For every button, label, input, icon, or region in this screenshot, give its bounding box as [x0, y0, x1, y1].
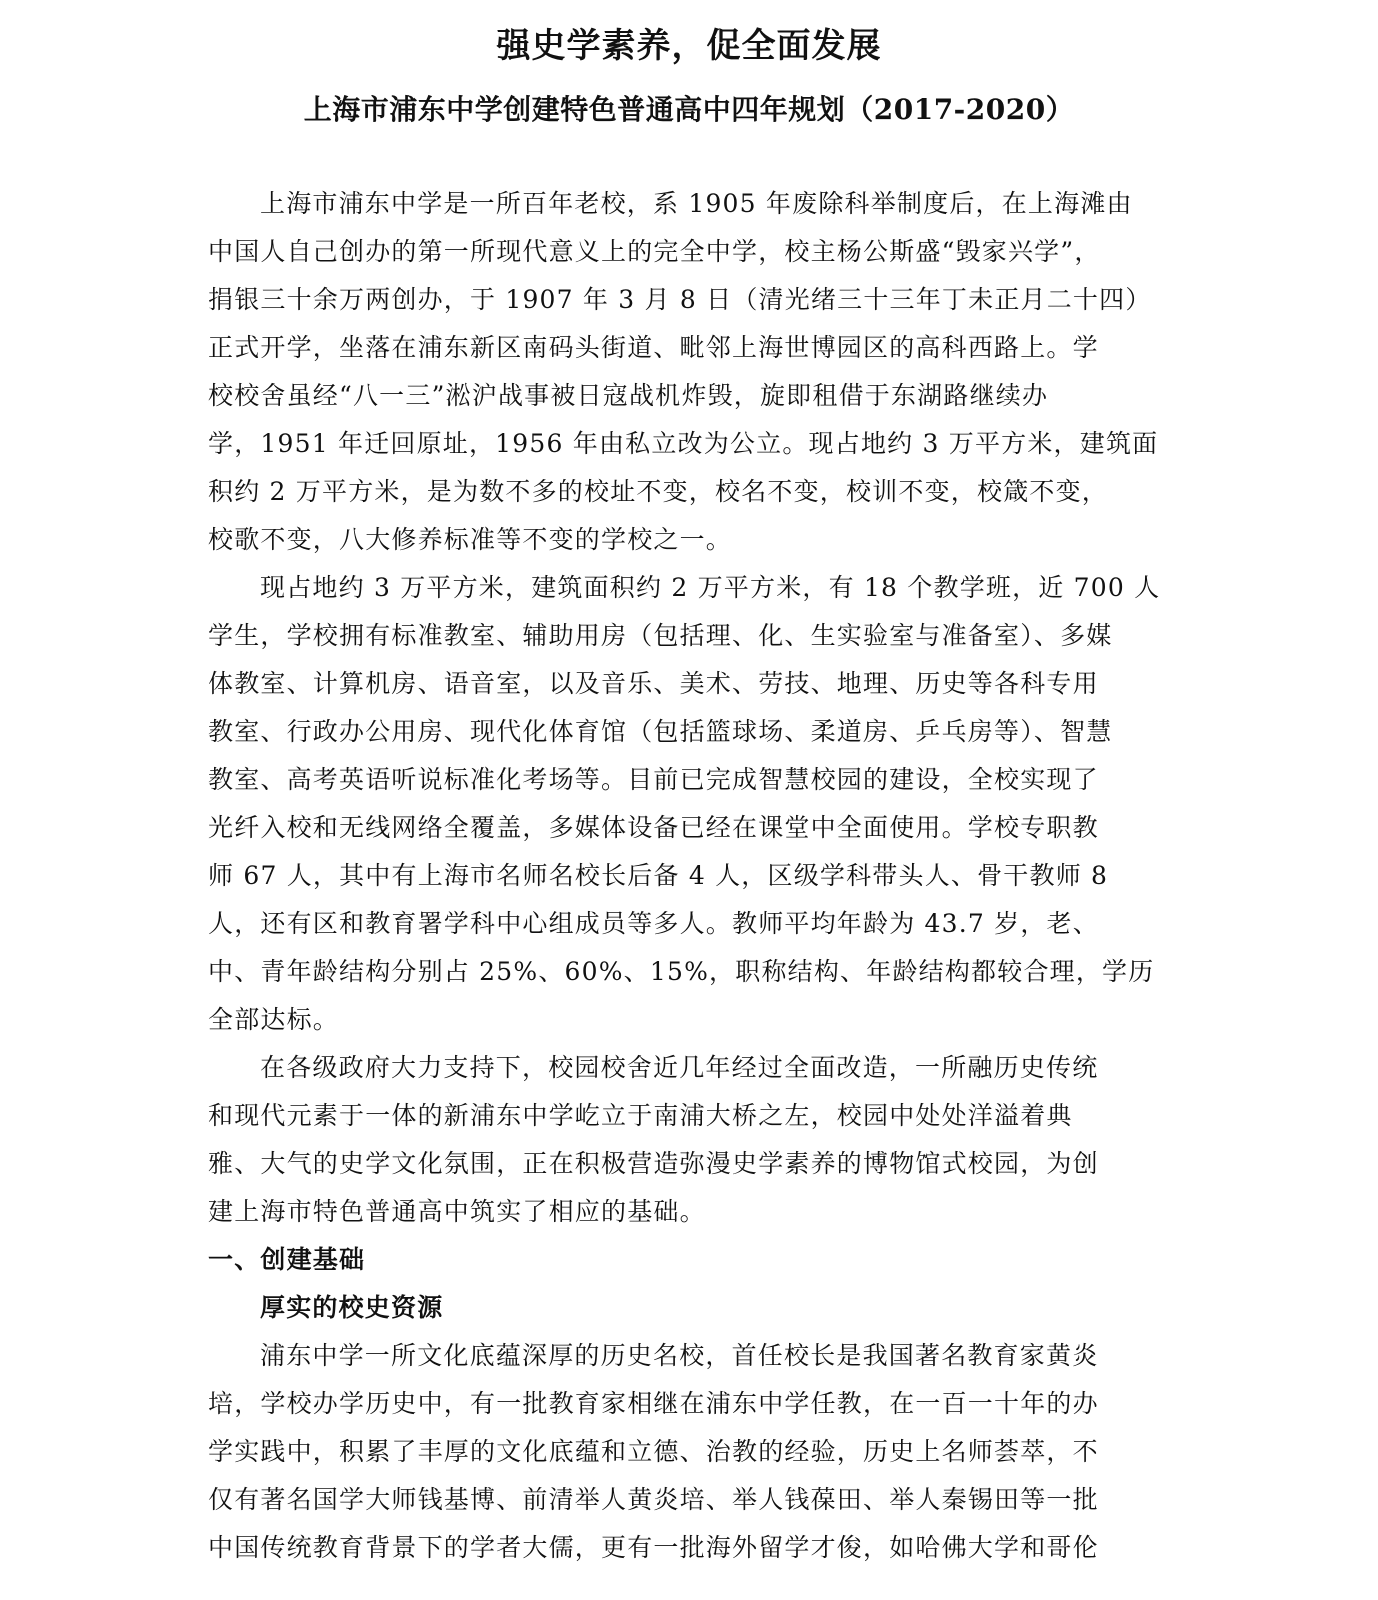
paragraph-line: 校校舍虽经“八一三”淞沪战事被日寇战机炸毁，旋即租借于东湖路继续办: [208, 381, 1049, 410]
document-title: 强史学素养，促全面发展: [496, 26, 882, 66]
document-body: [208, 180, 1161, 1572]
paragraph-line: 在各级政府大力支持下，校园校舍近几年经过全面改造，一所融历史传统: [260, 1053, 1099, 1082]
paragraph-line: 师 67 人，其中有上海市名师名校长后备 4 人，区级学科带头人、骨干教师 8: [208, 861, 1109, 890]
paragraph-line: 培，学校办学历史中，有一批教育家相继在浦东中学任教，在一百一十年的办: [208, 1389, 1099, 1418]
paragraph-line: 学生，学校拥有标准教室、辅助用房（包括理、化、生实验室与准备室）、多媒: [208, 621, 1113, 650]
paragraph-line: 学，1951 年迁回原址，1956 年由私立改为公立。现占地约 3 万平方米，建筑面: [208, 429, 1159, 458]
paragraph-line: 正式开学，坐落在浦东新区南码头街道、毗邻上海世博园区的高科西路上。学: [208, 333, 1099, 362]
paragraph-line: 人，还有区和教育署学科中心组成员等多人。教师平均年龄为 43.7 岁，老、: [208, 909, 1099, 938]
paragraph-line: 教室、行政办公用房、现代化体育馆（包括篮球场、柔道房、乒乓房等）、智慧: [208, 717, 1113, 746]
paragraph-line: 积约 2 万平方米，是为数不多的校址不变，校名不变，校训不变，校箴不变，: [208, 477, 1109, 506]
paragraph-line: 中国传统教育背景下的学者大儒，更有一批海外留学才俊，如哈佛大学和哥伦: [208, 1533, 1099, 1562]
paragraph-line: 校歌不变，八大修养标准等不变的学校之一。: [208, 525, 733, 554]
paragraph-line: 学实践中，积累了丰厚的文化底蕴和立德、治教的经验，历史上名师荟萃，不: [208, 1437, 1099, 1466]
subsection-heading: 厚实的校史资源: [260, 1293, 444, 1322]
paragraph-line: 现占地约 3 万平方米，建筑面积约 2 万平方米，有 18 个教学班，近 700 人: [260, 573, 1161, 602]
paragraph-line: 浦东中学一所文化底蕴深厚的历史名校，首任校长是我国著名教育家黄炎: [260, 1341, 1099, 1370]
paragraph-line: 和现代元素于一体的新浦东中学屹立于南浦大桥之左，校园中处处洋溢着典: [208, 1101, 1073, 1130]
paragraph-line: 上海市浦东中学是一所百年老校，系 1905 年废除科举制度后，在上海滩由: [260, 189, 1133, 218]
paragraph-line: 光纤入校和无线网络全覆盖，多媒体设备已经在课堂中全面使用。学校专职教: [208, 813, 1099, 842]
paragraph-line: 中、青年龄结构分别占 25%、60%、15%，职称结构、年龄结构都较合理，学历: [208, 957, 1155, 986]
paragraph-line: 建上海市特色普通高中筑实了相应的基础。: [208, 1197, 706, 1226]
paragraph-line: 教室、高考英语听说标准化考场等。目前已完成智慧校园的建设，全校实现了: [208, 765, 1099, 794]
document-subtitle: 上海市浦东中学创建特色普通高中四年规划（2017-2020）: [303, 93, 1075, 126]
paragraph-line: 捐银三十余万两创办，于 1907 年 3 月 8 日（清光绪三十三年丁未正月二十四）: [208, 285, 1152, 314]
paragraph-line: 雅、大气的史学文化氛围，正在积极营造弥漫史学素养的博物馆式校园，为创: [208, 1149, 1099, 1178]
paragraph-line: 全部达标。: [208, 1005, 340, 1034]
paragraph-line: 体教室、计算机房、语音室，以及音乐、美术、劳技、地理、历史等各科专用: [208, 669, 1099, 698]
section-heading: 一、创建基础: [208, 1245, 366, 1274]
paragraph-line: 中国人自己创办的第一所现代意义上的完全中学，校主杨公斯盛“毁家兴学”，: [208, 237, 1101, 266]
paragraph-line: 仅有著名国学大师钱基博、前清举人黄炎培、举人钱葆田、举人秦锡田等一批: [208, 1485, 1099, 1514]
